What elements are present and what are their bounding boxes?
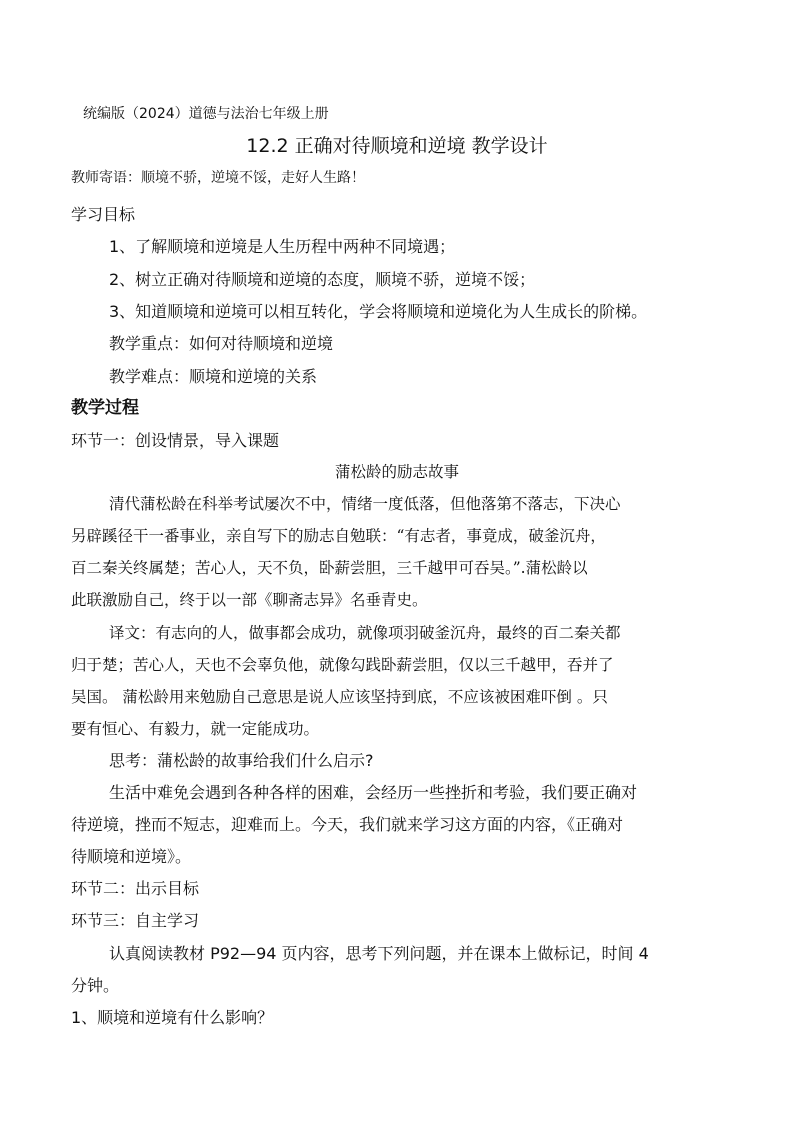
stage-two-heading: 环节二：出示目标 xyxy=(71,879,200,898)
answer-line: 生活中难免会遇到各种各样的困难，会经历一些挫折和考验，我们要正确对 xyxy=(109,783,638,802)
translation-line: 归于楚；苦心人，天也不会辜负他，就像勾践卧薪尝胆，仅以三千越甲，吞并了 xyxy=(71,656,614,674)
objective-item: 1、了解顺境和逆境是人生历程中两种不同境遇； xyxy=(109,237,456,256)
translation-line: 要有恒心、有毅力，就一定能成功。 xyxy=(71,720,320,738)
story-line: 此联激励自己，终于以一部《聊斋志异》名垂青史。 xyxy=(71,591,428,609)
objective-item: 3、知道顺境和逆境可以相互转化，学会将顺境和逆境化为人生成长的阶梯。 xyxy=(109,302,648,321)
objective-item: 2、树立正确对待顺境和逆境的态度，顺境不骄，逆境不馁； xyxy=(109,270,536,289)
stage-three-heading: 环节三：自主学习 xyxy=(71,911,200,930)
teacher-message: 教师寄语：顺境不骄，逆境不馁，走好人生路！ xyxy=(71,170,365,186)
objectives-heading: 学习目标 xyxy=(71,205,136,224)
question-item: 1、顺境和逆境有什么影响？ xyxy=(71,1008,274,1027)
story-line: 另辟蹊径干一番事业，亲自写下的励志自勉联：“有志者，事竟成，破釜沉舟， xyxy=(71,527,606,545)
document-header: 统编版（2024）道德与法治七年级上册 xyxy=(83,106,329,122)
translation-line: 吴国。 蒲松龄用来勉励自己意思是说人应该坚持到底，不应该被困难吓倒 。只 xyxy=(71,688,608,706)
reading-line: 认真阅读教材 P92—94 页内容，思考下列问题，并在课本上做标记，时间 4 xyxy=(109,944,649,963)
difficulty-point: 教学难点：顺境和逆境的关系 xyxy=(109,367,318,386)
think-question: 思考：蒲松龄的故事给我们什么启示? xyxy=(109,751,374,770)
story-title: 蒲松龄的励志故事 xyxy=(334,463,459,481)
story-line: 清代蒲松龄在科举考试屡次不中，情绪一度低落，但他落第不落志，下决心 xyxy=(109,495,621,513)
story-line: 百二秦关终属楚；苦心人，天不负，卧薪尝胆，三千越甲可吞吴。”.蒲松龄以 xyxy=(71,559,588,577)
document-title: 12.2 正确对待顺境和逆境 教学设计 xyxy=(246,135,548,157)
translation-line: 译文：有志向的人，做事都会成功，就像项羽破釜沉舟，最终的百二秦关都 xyxy=(109,624,621,642)
key-point: 教学重点：如何对待顺境和逆境 xyxy=(109,334,334,353)
process-heading: 教学过程 xyxy=(71,398,139,418)
answer-line: 待顺境和逆境》。 xyxy=(71,847,192,866)
answer-line: 待逆境，挫而不短志，迎难而上。今天，我们就来学习这方面的内容，《正确对 xyxy=(71,815,624,834)
reading-line: 分钟。 xyxy=(71,976,120,995)
stage-one-heading: 环节一：创设情景，导入课题 xyxy=(71,431,280,450)
